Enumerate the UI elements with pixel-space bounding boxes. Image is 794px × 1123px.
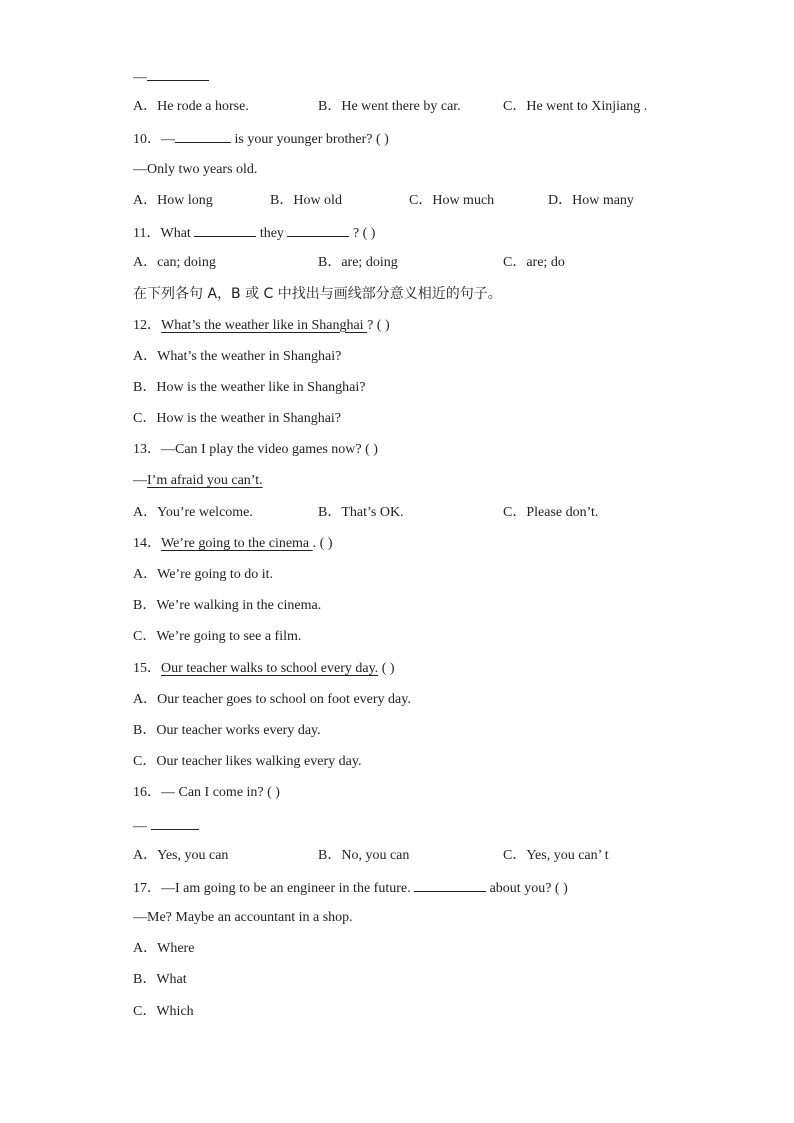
q13-dash: — <box>133 473 147 489</box>
q13-option-a: A．You’re welcome. <box>133 504 253 520</box>
q11-number: 11． <box>133 225 161 241</box>
q14-option-b: B．We’re walking in the cinema. <box>133 598 322 614</box>
q12-option-a-line <box>133 347 733 378</box>
q10-option-a: A．How long <box>133 192 213 208</box>
q12-underlined-sentence: What’s the weather like in Shanghai <box>161 317 368 333</box>
q9-options <box>133 97 733 128</box>
q12-question <box>133 316 733 347</box>
q10-dash: — <box>161 132 175 148</box>
q9-answer-blank <box>147 66 209 81</box>
q17-option-a-line <box>133 939 733 970</box>
q14-option-c: C．We’re going to see a film. <box>133 629 302 645</box>
q12-tail: ? ( ) <box>367 317 390 333</box>
q13-option-b: B．That’s OK. <box>318 504 404 520</box>
q15-question <box>133 659 733 690</box>
q10-number: 10． <box>133 132 161 148</box>
q15-option-c-line <box>133 752 733 783</box>
q14-underlined-sentence: We’re going to the cinema <box>161 535 313 551</box>
q11-option-b: B．are; doing <box>318 255 398 271</box>
q11-question <box>133 222 733 253</box>
q13-response <box>133 471 733 502</box>
q16-blank <box>151 815 199 830</box>
q10-option-d: D．How many <box>548 192 634 208</box>
worksheet-page <box>133 66 733 1033</box>
q16-dash: — <box>133 818 151 834</box>
q12-number: 12． <box>133 317 161 333</box>
q15-underlined-sentence: Our teacher walks to school every day. <box>161 660 379 676</box>
q14-option-b-line <box>133 596 733 627</box>
q17-answer <box>133 908 733 939</box>
q10-blank <box>175 128 231 143</box>
instruction-text: 在下列各句 A，B 或 C 中找出与画线部分意义相近的句子。 <box>133 286 502 303</box>
q14-question <box>133 534 733 565</box>
q16-question <box>133 783 733 814</box>
q12-option-b-line <box>133 378 733 409</box>
q10-text: is your younger brother? ( ) <box>231 132 389 148</box>
q11-text-3: ? ( ) <box>349 225 376 241</box>
q17-blank <box>414 877 486 892</box>
q17-option-b-line <box>133 970 733 1001</box>
q15-option-b: B．Our teacher works every day. <box>133 722 321 738</box>
q12-option-c-line <box>133 409 733 440</box>
q15-option-a-line <box>133 690 733 721</box>
q14-number: 14． <box>133 535 161 551</box>
q11-option-a: A．can; doing <box>133 255 216 271</box>
q13-text: —Can I play the video games now? ( ) <box>161 442 378 458</box>
q17-answer-text: —Me? Maybe an accountant in a shop. <box>133 910 353 926</box>
q14-option-a-line <box>133 565 733 596</box>
q13-underlined-sentence: I’m afraid you can’t. <box>147 473 263 489</box>
q10-options <box>133 191 733 222</box>
q17-tail: about you? ( ) <box>486 880 568 896</box>
q17-text: —I am going to be an engineer in the future. <box>161 880 415 896</box>
q13-question <box>133 440 733 471</box>
q11-text-1: What <box>160 225 195 241</box>
q16-option-b: B．No, you can <box>318 847 410 863</box>
q16-option-a: A．Yes, you can <box>133 847 229 863</box>
q9-answer-line <box>133 66 733 97</box>
q11-blank-2 <box>287 222 349 237</box>
q14-option-c-line <box>133 627 733 658</box>
q17-option-a: A．Where <box>133 941 195 957</box>
q10-answer-text: —Only two years old. <box>133 161 258 177</box>
q16-options <box>133 846 733 877</box>
q15-option-b-line <box>133 721 733 752</box>
q12-option-b: B．How is the weather like in Shanghai? <box>133 379 366 395</box>
q10-option-c: C．How much <box>409 192 495 208</box>
q11-blank-1 <box>194 222 256 237</box>
q10-question <box>133 128 733 159</box>
q11-options <box>133 253 733 284</box>
q16-option-c: C．Yes, you can’ t <box>503 847 609 863</box>
q16-text: — Can I come in? ( ) <box>161 785 280 801</box>
q17-number: 17． <box>133 880 161 896</box>
q9-option-b: B．He went there by car. <box>318 99 461 115</box>
q16-number: 16． <box>133 785 161 801</box>
q9-option-c: C．He went to Xinjiang . <box>503 99 648 115</box>
q12-option-a: A．What’s the weather in Shanghai? <box>133 348 342 364</box>
q12-option-c: C．How is the weather in Shanghai? <box>133 411 342 427</box>
q13-options <box>133 503 733 534</box>
q15-tail: ( ) <box>378 660 395 676</box>
q11-option-c: C．are; do <box>503 255 565 271</box>
q16-response <box>133 815 733 846</box>
section-instruction <box>133 284 733 315</box>
q9-option-a: A．He rode a horse. <box>133 99 249 115</box>
q13-option-c: C．Please don’t. <box>503 504 599 520</box>
q11-text-2: they <box>256 225 288 241</box>
q17-option-b: B．What <box>133 972 187 988</box>
q17-option-c-line <box>133 1002 733 1033</box>
q15-option-a: A．Our teacher goes to school on foot every day. <box>133 691 411 707</box>
q14-option-a: A．We’re going to do it. <box>133 567 274 582</box>
q17-question <box>133 877 733 908</box>
q17-option-c: C．Which <box>133 1003 194 1019</box>
q9-dash: — <box>133 70 147 85</box>
q14-tail: . ( ) <box>312 535 333 551</box>
q15-number: 15． <box>133 660 161 676</box>
q15-option-c: C．Our teacher likes walking every day. <box>133 754 362 770</box>
q10-option-b: B．How old <box>270 192 342 208</box>
q13-number: 13． <box>133 442 161 458</box>
q10-answer <box>133 160 733 191</box>
